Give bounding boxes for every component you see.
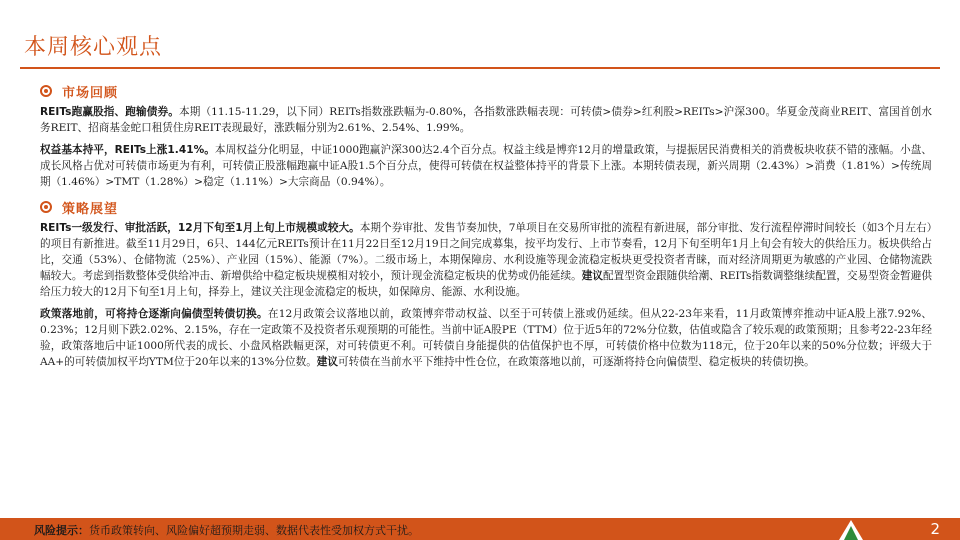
paragraph-lead: REITs跑赢股指、跑输债券。 — [40, 106, 179, 118]
risk-text: 货币政策转向、风险偏好超预期走弱、数据代表性受加权方式干扰。 — [89, 524, 419, 537]
page-number: 2 — [930, 520, 940, 538]
section-title: 策略展望 — [62, 201, 119, 217]
main-content — [40, 78, 932, 376]
risk-label: 风险提示： — [34, 524, 89, 537]
paragraph — [40, 142, 932, 190]
company-logo-icon — [838, 518, 864, 540]
keyword-suggest: 建议 — [581, 270, 603, 282]
risk-warning — [34, 522, 419, 538]
section-header-strategy-outlook — [40, 196, 932, 218]
paragraph — [40, 220, 932, 300]
paragraph-body: 在12月政策会议落地以前，政策博弈带动权益、以至于可转债上涨或仍延续。但从22-23年来看，11月政策博弈推动中证A股上涨7.92%、0.23%；12月则下跌2.02%、2.15%，存在一定政策不及投资者乐观预期的可能性。当前中证A股PE（TTM）位于近5年的72%分位数，估值或隐含了较乐观的政策预期；且参考22-23年经验，政策落地后中证1000所代表的成长、小盘风格跌幅更深，对可转债更不利。可转债自身能提供的估值保护也不厚，可转债价格中位数为118元，位于20年以来的50%分位数；评级大于AA+的可转债加权平均YTM位于20年以来的13%分位数。 — [40, 308, 932, 368]
target-bullet-icon — [40, 85, 52, 97]
target-bullet-icon — [40, 201, 52, 213]
footer-bar — [0, 518, 960, 540]
paragraph-lead: 权益基本持平，REITs上涨1.41%。 — [40, 144, 215, 156]
page-title: 本周核心观点 — [24, 35, 163, 60]
paragraph-lead: 政策落地前，可将持仓逐渐向偏债型转债切换。 — [40, 308, 268, 320]
paragraph-body: 可转债在当前水平下维持中性仓位，在政策落地以前，可逐渐将持仓向偏债型、稳定板块的转债切换。 — [337, 356, 815, 368]
title-divider — [20, 67, 940, 69]
paragraph-body: 本期（11.15-11.29，以下同）REITs指数涨跌幅为-0.80%，各指数涨跌幅表现：可转债>债券>红利股>REITs>沪深300。华夏金茂商业REIT、富国首创水务REIT、招商基金蛇口租赁住房REIT表现最好，涨跌幅分别为2.61%、2.54%、1.99%。 — [40, 106, 932, 134]
paragraph-body: 本周权益分化明显，中证1000跑赢沪深300达2.4个百分点。权益主线是博弈12月的增量政策，与提振居民消费相关的消费板块收获不错的涨幅。小盘、成长风格占优对可转债市场更为有利，可转债正股涨幅跑赢中证A股1.5个百分点，使得可转债在权益整体持平的背景下上涨。本期转债表现，新兴周期（2.43%）>消费（1.81%）>传统周期（1.46%）>TMT（1.28%）>稳定（1.11%）>大宗商品（0.94%）。 — [40, 144, 932, 188]
keyword-suggest: 建议 — [316, 356, 338, 368]
section-header-market-review — [40, 80, 932, 102]
paragraph-body: 配置型资金跟随供给潮、REITs指数调整继续配置，交易型资金暂避供给压力较大的12月下旬至1月上旬，择券上，建议关注现金流稳定的板块，如保障房、能源、水利设施。 — [40, 270, 933, 298]
paragraph-body: 本期个券审批、发售节奏加快，7单项目在交易所审批的流程有新进展，部分审批、发行流程停滞时间较长（如3个月左右）的项目有新推进。截至11月29日，6只、144亿元REITs预计在11月22日至12月19日之间完成募集，按平均发行、上市节奏看，12月下旬至明年1月上旬会有较大的供给压力。板块供给占比，交通（53%）、仓储物流（25%）、产业园（15%）、能源（7%）。二级市场上，本期保障房、水利设施等现金流稳定板块更受投资者青睐，而对经济周期更为敏感的产业园、仓储物流跌幅较大。考虑到指数整体受供给冲击、新增供给中稳定板块规模相对较小，预计现金流稳定板块的优势或仍能延续。 — [40, 222, 932, 282]
paragraph — [40, 104, 932, 136]
paragraph-lead: REITs一级发行、审批活跃，12月下旬至1月上旬上市规模或较大。 — [40, 222, 360, 234]
paragraph — [40, 306, 932, 370]
section-title: 市场回顾 — [62, 85, 119, 101]
